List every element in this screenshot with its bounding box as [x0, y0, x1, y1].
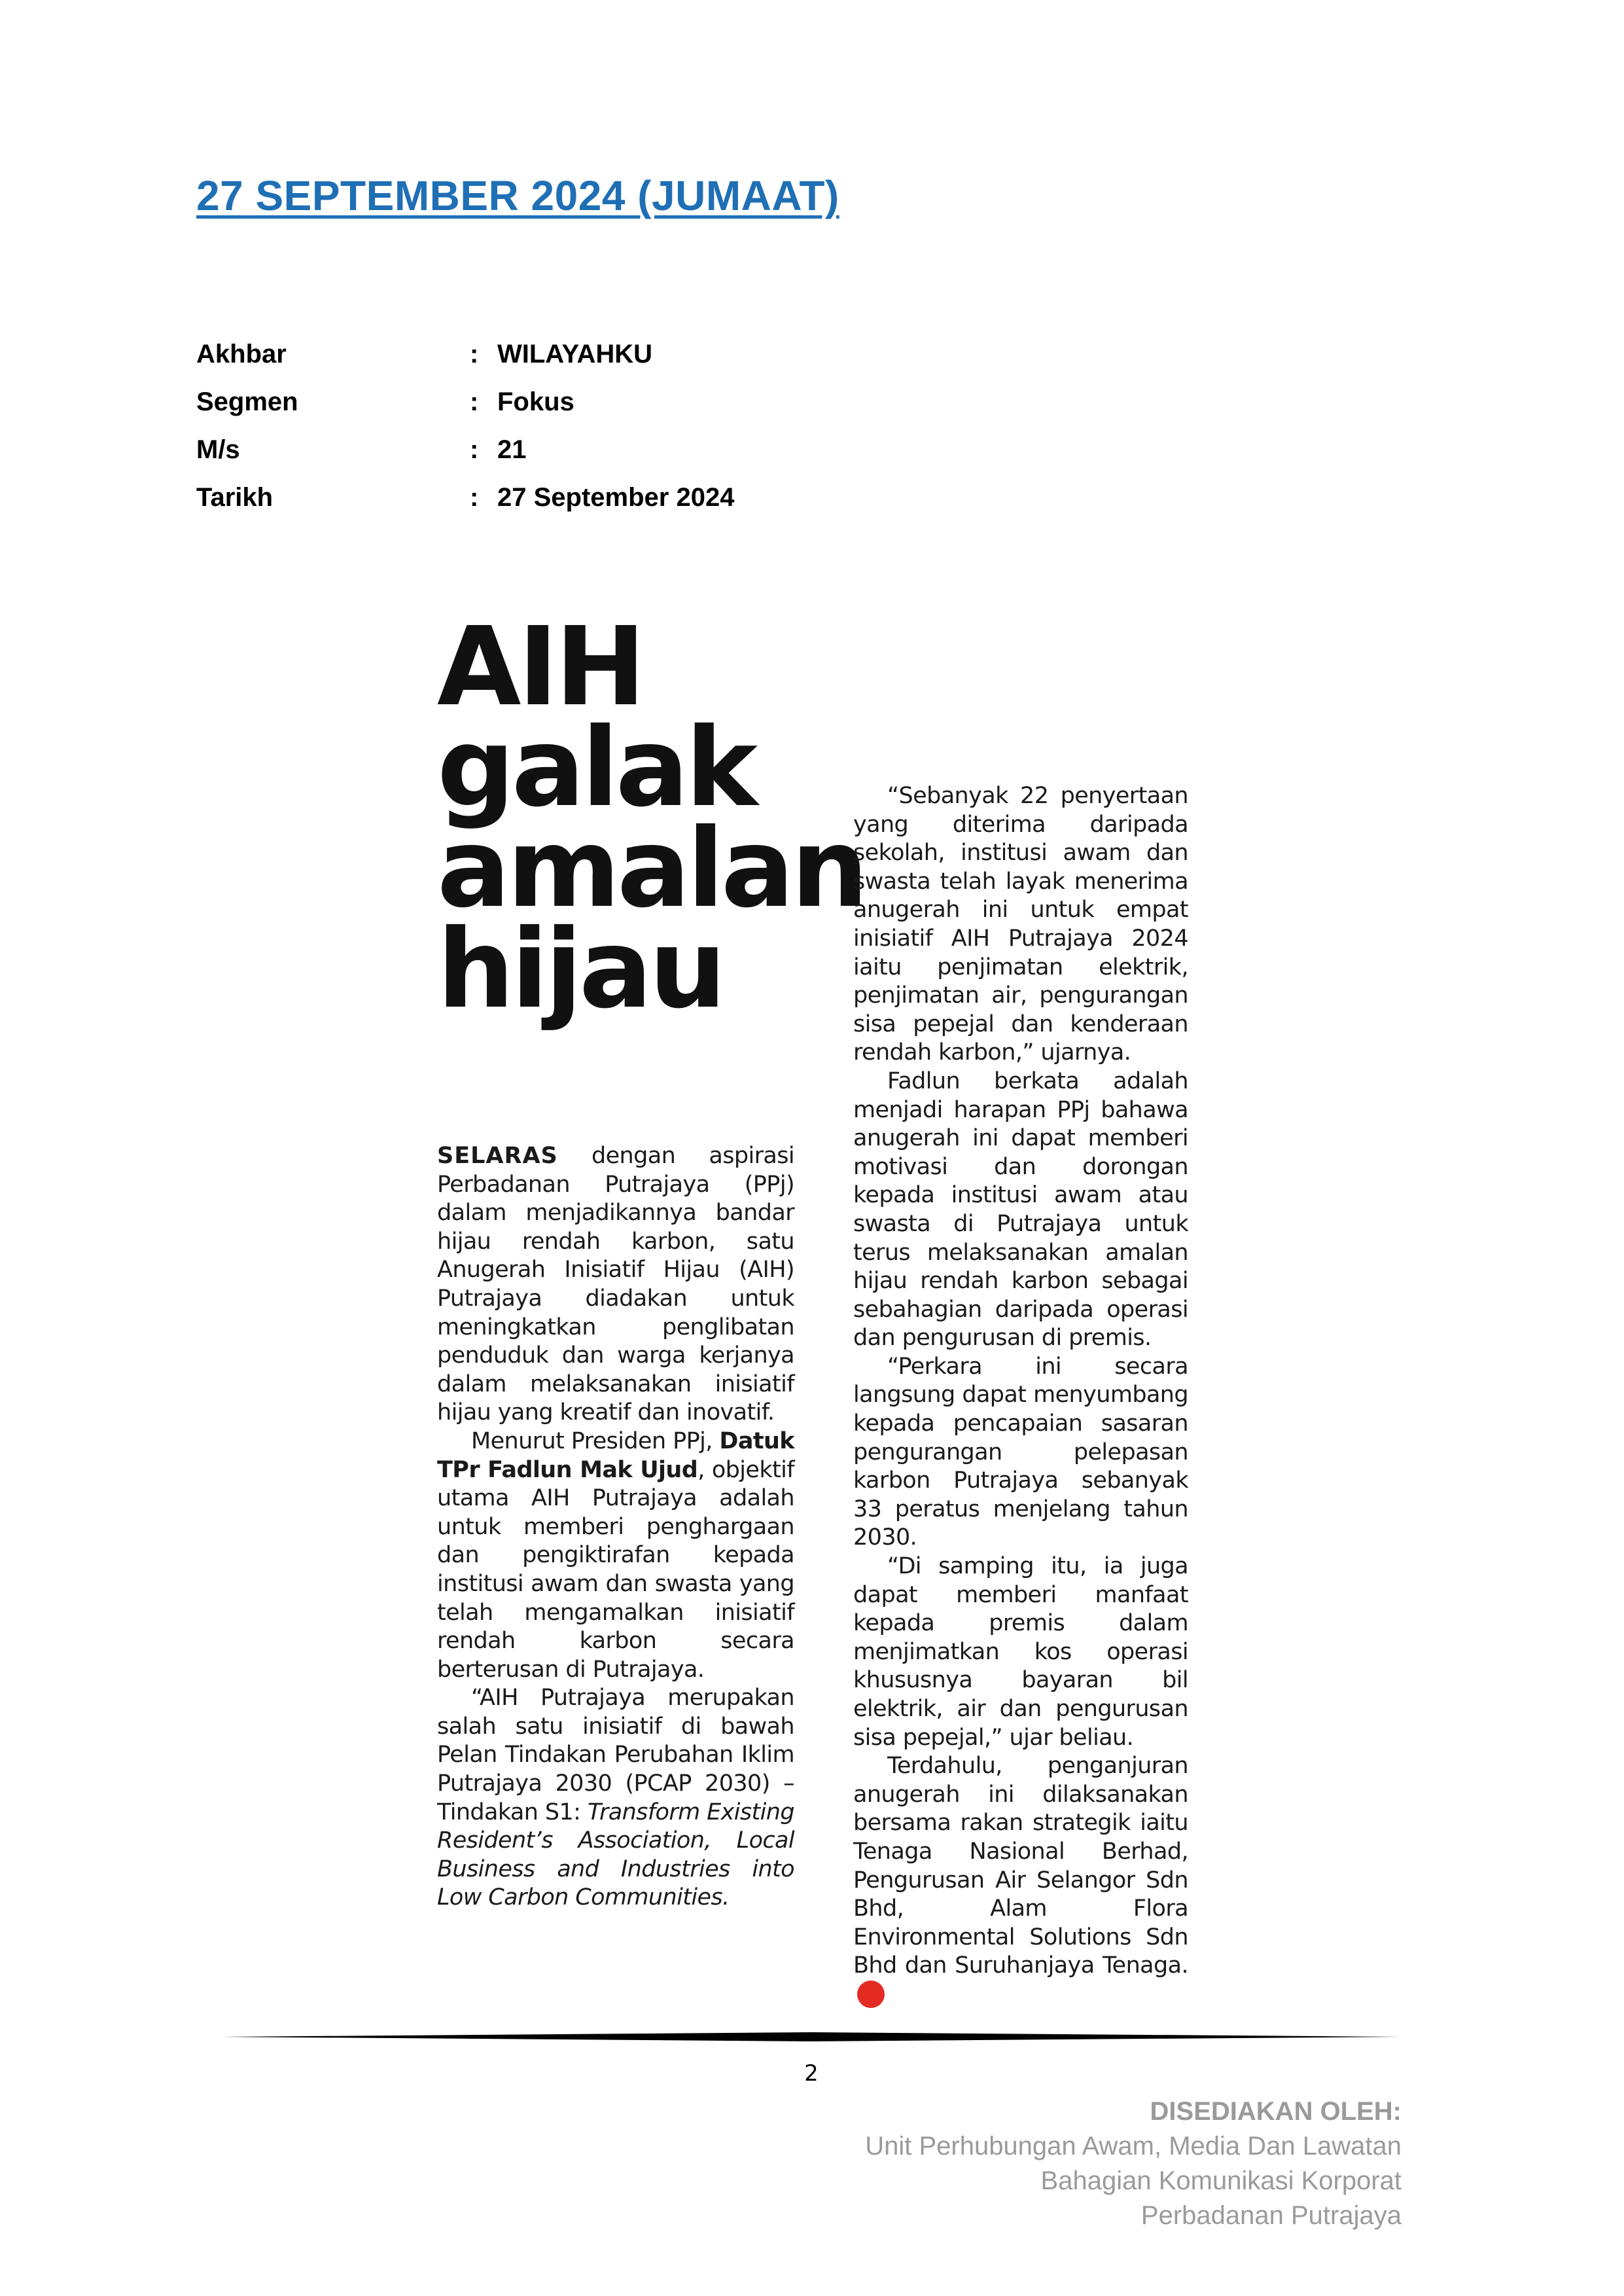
meta-colon: :: [470, 387, 479, 416]
meta-label: Tarikh: [196, 483, 274, 512]
meta-row-segmen: [196, 378, 734, 426]
meta-value: 27 September 2024: [497, 483, 735, 512]
article-paragraph: [853, 1752, 1188, 2011]
paragraph-text: Menurut Presiden PPj,: [471, 1427, 720, 1454]
prepared-by-line: Unit Perhubungan Awam, Media Dan Lawatan: [865, 2132, 1402, 2161]
article-paragraph: “Sebanyak 22 penyertaan yang diterima daripada sekolah, institusi awam dan swasta telah layak menerima anugerah ini untuk empat inisiatif AIH Putrajaya 2024 iaitu penjimatan elektrik, penjimatan air, pengurangan sisa pepejal dan kenderaan rendah karbon,” ujarnya.: [853, 783, 1188, 1066]
meta-row-akhbar: [196, 331, 734, 378]
article-paragraph: [437, 1142, 794, 1427]
newspaper-clipping: [433, 605, 1192, 2026]
footer-divider: [222, 2032, 1400, 2041]
meta-value: 21: [497, 435, 527, 464]
prepared-by-block: [865, 2094, 1402, 2233]
headline-line: AIH: [437, 604, 643, 730]
article-column-left: [437, 1142, 794, 1912]
meta-value: WILAYAHKU: [497, 340, 653, 368]
lead-word: SELARAS: [437, 1143, 558, 1169]
date-heading: 27 SEPTEMBER 2024 (JUMAAT): [196, 172, 839, 219]
headline-line: amalan: [437, 806, 866, 932]
headline-line: galak: [437, 705, 755, 831]
meta-label: Segmen: [196, 387, 298, 416]
publication-logo-icon: [857, 1981, 885, 2008]
person-name: Datuk TPr Fadlun Mak Ujud: [437, 1427, 794, 1483]
italic-quote: Transform Existing Resident’s Association, Local Business and Industries into Low Carbon Communities.: [437, 1799, 794, 1911]
meta-label: M/s: [196, 435, 240, 464]
meta-colon: :: [470, 483, 479, 512]
prepared-by-title: DISEDIAKAN OLEH:: [1150, 2097, 1402, 2126]
paragraph-text: Terdahulu, penganjuran anugerah ini dilaksanakan bersama rakan strategik iaitu Tenaga Nasional Berhad, Pengurusan Air Selangor Sdn Bhd, Alam Flora Environmental Solutions Sdn Bhd dan Suruhanjaya Tenaga.: [853, 1753, 1188, 1979]
article-paragraph: “Di samping itu, ia juga dapat memberi manfaat kepada premis dalam menjimatkan kos operasi khususnya bayaran bil elektrik, air dan pengurusan sisa pepejal,” ujar beliau.: [853, 1553, 1188, 1751]
meta-colon: :: [470, 340, 479, 368]
meta-colon: :: [470, 435, 479, 464]
meta-value: Fokus: [497, 387, 574, 416]
article-paragraph: Fadlun berkata adalah menjadi harapan PPj bahawa anugerah ini dapat memberi motivasi dan dorongan kepada institusi awam atau swasta di Putrajaya untuk terus melaksanakan amalan hijau rendah karbon sebagai sebahagian daripada operasi dan pengurusan di premis.: [853, 1067, 1188, 1352]
headline-line: hijau: [437, 906, 724, 1033]
prepared-by-line: Perbadanan Putrajaya: [1140, 2201, 1402, 2230]
page-number: 2: [804, 2060, 819, 2087]
paragraph-text: , objektif utama AIH Putrajaya adalah untuk memberi penghargaan dan pengiktirafan kepada institusi awam dan swasta yang telah mengamalkan inisiatif rendah karbon secara berterusan di Putrajaya.: [437, 1456, 794, 1683]
article-headline: [437, 604, 866, 1033]
meta-row-ms: [196, 426, 734, 474]
metadata-table: [196, 331, 734, 522]
meta-label: Akhbar: [196, 340, 287, 368]
article-paragraph: [437, 1684, 794, 1912]
article-paragraph: “Perkara ini secara langsung dapat menyumbang kepada pencapaian sasaran pengurangan pelepasan karbon Putrajaya sebanyak 33 peratus menjelang tahun 2030.: [853, 1353, 1188, 1551]
prepared-by-line: Bahagian Komunikasi Korporat: [1040, 2166, 1402, 2195]
article-column-right: [853, 782, 1188, 2011]
article-paragraph: [437, 1427, 794, 1684]
paragraph-text: “AIH Putrajaya merupakan salah satu inisiatif di bawah Pelan Tindakan Perubahan Iklim Putrajaya 2030 (PCAP 2030) – Tindakan S1:: [437, 1685, 794, 1825]
meta-row-tarikh: [196, 474, 734, 522]
paragraph-text: dengan aspirasi Perbadanan Putrajaya (PPj) dalam menjadikannya bandar hijau rendah karbon, satu Anugerah Inisiatif Hijau (AIH) Putrajaya diadakan untuk meningkatkan penglibatan penduduk dan warga kerjanya dalam melaksanakan inisiatif hijau yang kreatif dan inovatif.: [437, 1143, 794, 1426]
